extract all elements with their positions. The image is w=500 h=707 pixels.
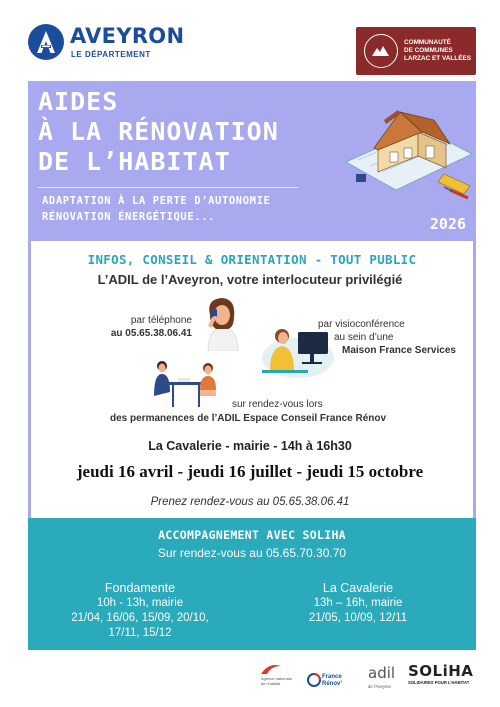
- anah-logo: [255, 662, 293, 694]
- adil-word: adil: [368, 664, 396, 682]
- france-services-label: Maison France Services: [342, 345, 456, 356]
- location-name: La Cavalerie: [322, 581, 394, 595]
- soliha-location-cavalerie: [278, 581, 438, 626]
- year-label: 2026: [429, 215, 466, 233]
- france-renov-logo: [307, 662, 355, 694]
- aveyron-emblem-icon: [28, 24, 64, 60]
- soliha-booking: Sur rendez-vous au 05.65.70.30.70: [157, 546, 347, 560]
- appointment-label: sur rendez-vous lors: [232, 399, 323, 410]
- house-renovation-illustration: [338, 90, 478, 202]
- location-dates-2: 17/11, 15/12: [108, 627, 172, 639]
- adil-logo: [366, 662, 396, 694]
- info-section-subtitle: L’ADIL de l’Aveyron, votre interlocuteur privilégié: [97, 272, 403, 287]
- title-divider: [38, 187, 298, 188]
- community-line-1: COMMUNAUTÉ: [404, 39, 451, 46]
- appointment-dates: jeudi 16 avril - jeudi 16 juillet - jeudi 15 octobre: [76, 462, 424, 481]
- appointment-detail: des permanences de l’ADIL Espace Conseil France Rénov: [110, 413, 387, 424]
- soliha-logo: [408, 662, 478, 694]
- soliha-location-fondamente: [60, 581, 220, 641]
- soliha-section: [28, 518, 476, 650]
- france-renov-word-1: France: [322, 674, 342, 680]
- community-line-2: DE COMMUNES: [404, 47, 453, 54]
- france-renov-mark-icon: [307, 672, 321, 688]
- title-line-1: AIDES: [38, 87, 119, 116]
- location-hours: 10h - 13h, mairie: [96, 597, 184, 609]
- brand-subtitle: LE DÉPARTEMENT: [71, 50, 151, 59]
- info-section-title: INFOS, CONSEIL & ORIENTATION - TOUT PUBLIC: [87, 252, 417, 267]
- soliha-title: ACCOMPAGNEMENT AVEC SOLIHA: [158, 528, 346, 542]
- phone-call-illustration: [198, 293, 248, 351]
- soliha-tagline: SOLIDAIRES POUR L’HABITAT: [408, 680, 470, 685]
- aveyron-logo: [28, 24, 184, 60]
- video-label: par visioconférence: [318, 319, 405, 330]
- community-seal-icon: [364, 34, 398, 68]
- soliha-word: SOLiHA: [408, 662, 474, 680]
- phone-label: par téléphone: [130, 315, 192, 326]
- adil-subtitle: de l’Aveyron: [368, 684, 391, 689]
- title-line-3: DE L’HABITAT: [38, 147, 231, 176]
- location-name: Fondamente: [104, 581, 176, 595]
- community-line-3: LARZAC ET VALLÉES: [404, 55, 471, 62]
- title-line-2: À LA RÉNOVATION: [38, 117, 279, 146]
- video-channel: [318, 318, 468, 357]
- location-dates-1: 21/04, 16/06, 15/09, 20/10,: [71, 612, 209, 624]
- appointment-channel: [110, 398, 430, 426]
- phone-channel: [84, 314, 192, 340]
- brand-name: AVEYRON: [70, 24, 185, 48]
- booking-phone: Prenez rendez-vous au 05.65.38.06.41: [150, 496, 350, 508]
- location-hours: 13h – 16h, mairie: [313, 597, 403, 609]
- appointment-location: La Cavalerie - mairie - 14h à 16h30: [148, 439, 352, 453]
- video-detail: au sein d’une: [334, 332, 394, 343]
- subtitle-line-2: RÉNOVATION ÉNERGÉTIQUE...: [42, 211, 216, 223]
- anah-mark-icon: [261, 662, 281, 674]
- phone-number: au 05.65.38.06.41: [110, 328, 192, 339]
- community-logo: [356, 27, 476, 75]
- anah-text: Agence nationale de l’habitat: [261, 676, 292, 686]
- france-renov-word-2: Rénov’: [322, 681, 343, 687]
- subtitle-line-1: ADAPTATION À LA PERTE D’AUTONOMIE: [42, 195, 271, 207]
- location-dates-1: 21/05, 10/09, 12/11: [308, 612, 408, 624]
